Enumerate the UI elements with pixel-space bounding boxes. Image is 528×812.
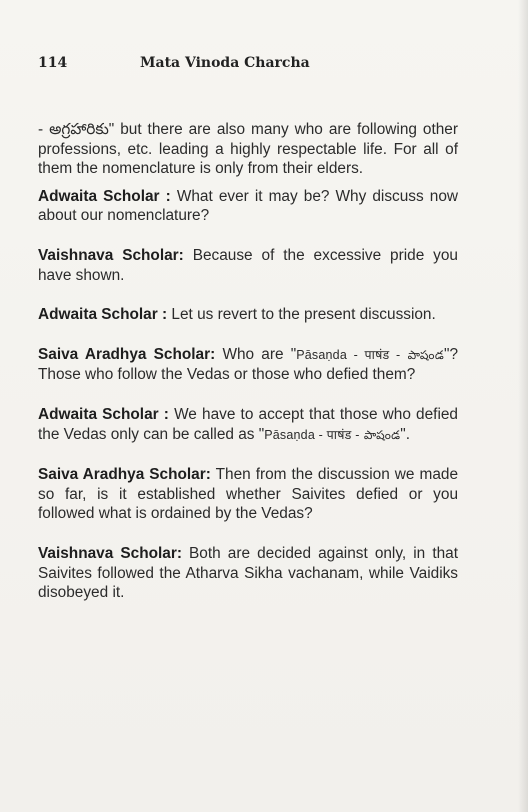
- book-title: Mata Vinoda Charcha: [140, 55, 310, 71]
- speaker-label: Saiva Aradhya Scholar:: [38, 345, 216, 363]
- speaker-label: Saiva Aradhya Scholar:: [38, 466, 211, 484]
- dialogue-text: What ever it may be? Why discuss now about our nomenclature?: [38, 187, 459, 225]
- dialogue-text: Because of the excessive pride you have shown.: [38, 246, 458, 284]
- page-number: 114: [38, 55, 68, 71]
- dialogue-text: We have to accept that those who defied the Vedas only can be called as ": [38, 405, 458, 443]
- dialogue-text: Who are ": [222, 345, 297, 363]
- paragraph-adwaita-3: [38, 405, 458, 445]
- term-transliteration: Pāsaṇda - पाषंड -: [296, 347, 401, 362]
- paragraph-saiva-1: [38, 345, 458, 385]
- dialogue-text: "? Those who follow the Vedas or those who defied them?: [38, 345, 459, 384]
- page-edge-shadow: [518, 0, 528, 812]
- paragraph-saiva-2: [38, 465, 458, 524]
- paragraph-vaishnava-1: [38, 246, 458, 285]
- speaker-label: Adwaita Scholar :: [38, 405, 169, 423]
- paragraph-adwaita-2: [38, 305, 458, 325]
- paragraph-adwaita-1: [38, 187, 458, 226]
- speaker-label: Vaishnava Scholar:: [38, 544, 182, 562]
- speaker-label: Adwaita Scholar :: [38, 306, 168, 324]
- term-transliteration: Pāsaṇda - पाषंड -: [264, 427, 360, 442]
- dialogue-text: Both are decided against only, in that Saivites followed the Atharva Sikha vachanam, while Vaidiks disobeyed it.: [38, 544, 458, 602]
- dialogue-text: Let us revert to the present discussion.: [171, 306, 436, 324]
- paragraph-vaishnava-2: [38, 544, 458, 603]
- speaker-label: Vaishnava Scholar:: [38, 246, 184, 264]
- dialogue-text: [38, 120, 458, 603]
- term-telugu: పాషండ: [407, 347, 444, 362]
- paragraph-intro: - అగ్రహారికు" but there are also many who are following other professions, etc. leading a highly respectable life. For all of them the nomenclature is only from their elders.: [38, 121, 458, 178]
- term-telugu: పాషండ: [363, 427, 401, 442]
- speaker-label: Adwaita Scholar :: [38, 187, 171, 205]
- dialogue-text: ".: [400, 425, 411, 443]
- dialogue-text: Then from the discussion we made so far, is it established whether Saivites defied or you followed what is ordained by the Vedas?: [38, 466, 458, 523]
